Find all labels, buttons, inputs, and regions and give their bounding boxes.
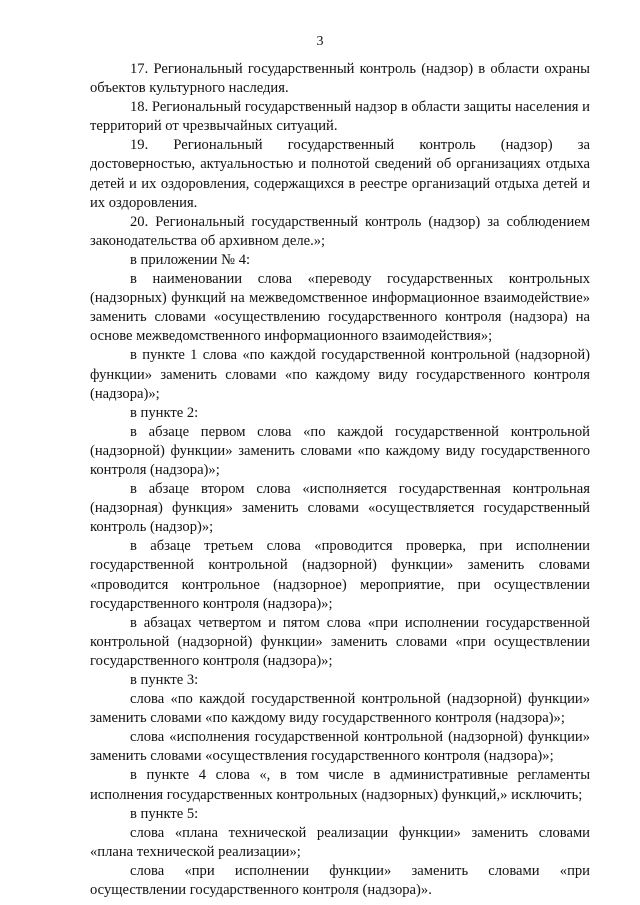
paragraph-point-2: в пункте 2: [130,404,199,421]
page-number: 3 [316,34,324,49]
paragraph-point-3-words-2: слова «исполнения государственной контрольной (надзорной) функции» заменить словами «осуществления государственного контроля (надзора)»; [90,729,590,765]
paragraph-title-amendment: в наименовании слова «переводу государственных контрольных (надзорных) функций на межведомственное информационное взаимодействие» заменить словами «осуществлению государственного контроля (надзора) на основе межведомственного информационного взаимодействия»; [90,271,590,345]
paragraph-point-5: в пункте 5: [130,805,199,822]
paragraph-appendix-4: в приложении № 4: [130,251,251,268]
paragraph-point-2-third: в абзаце третьем слова «проводится проверка, при исполнении государственной контрольной (надзорной) функции» заменить словами «проводится контрольное (надзорное) мероприятие, при осуществлении государственного контроля (надзора)»; [90,538,590,612]
paragraph-point-3: в пункте 3: [130,672,199,688]
paragraph-item-17: 17. Региональный государственный контроль (надзор) в области охраны объектов культурного наследия. [90,61,590,97]
paragraph-item-18: 18. Региональный государственный надзор в области защиты населения и территорий от чрезвычайных ситуаций. [90,99,590,135]
document-body [90,60,590,900]
paragraph-point-4: в пункте 4 слова «, в том числе в административные регламенты исполнения государственных контрольных (надзорных) функций,» исключить; [90,767,590,803]
paragraph-item-19: 19. Региональный государственный контроль (надзор) за достоверностью, актуальностью и полнотой сведений об организациях отдыха детей и их оздоровления, содержащихся в реестре организаций отдыха детей и их оздоровления. [90,137,590,211]
paragraph-point-2-second: в абзаце втором слова «исполняется государственная контрольная (надзорная) функция» заменить словами «осуществляется государственный контроль (надзор)»; [90,481,590,536]
paragraph-item-20: 20. Региональный государственный контроль (надзор) за соблюдением законодательства об архивном деле.»; [90,213,590,249]
paragraph-point-3-words-1: слова «по каждой государственной контрольной (надзорной) функции» заменить словами «по каждому виду государственного контроля (надзора)»; [90,691,590,727]
paragraph-point-2-first: в абзаце первом слова «по каждой государственной контрольной (надзорной) функции» заменить словами «по каждому виду государственного контроля (надзора)»; [90,423,590,478]
paragraph-point-5-words-1: слова «плана технической реализации функции» заменить словами «плана технической реализации»; [90,824,590,860]
paragraph-point-2-fourth-fifth: в абзацах четвертом и пятом слова «при исполнении государственной контрольной (надзорной) функции» заменить словами «при осуществлении государственного контроля (надзора)»; [90,614,590,669]
paragraph-point-1: в пункте 1 слова «по каждой государственной контрольной (надзорной) функции» заменить словами «по каждому виду государственного контроля (надзора)»; [90,347,590,402]
paragraph-point-5-words-2: слова «при исполнении функции» заменить словами «при осуществлении государственного контроля (надзора)». [90,862,590,899]
